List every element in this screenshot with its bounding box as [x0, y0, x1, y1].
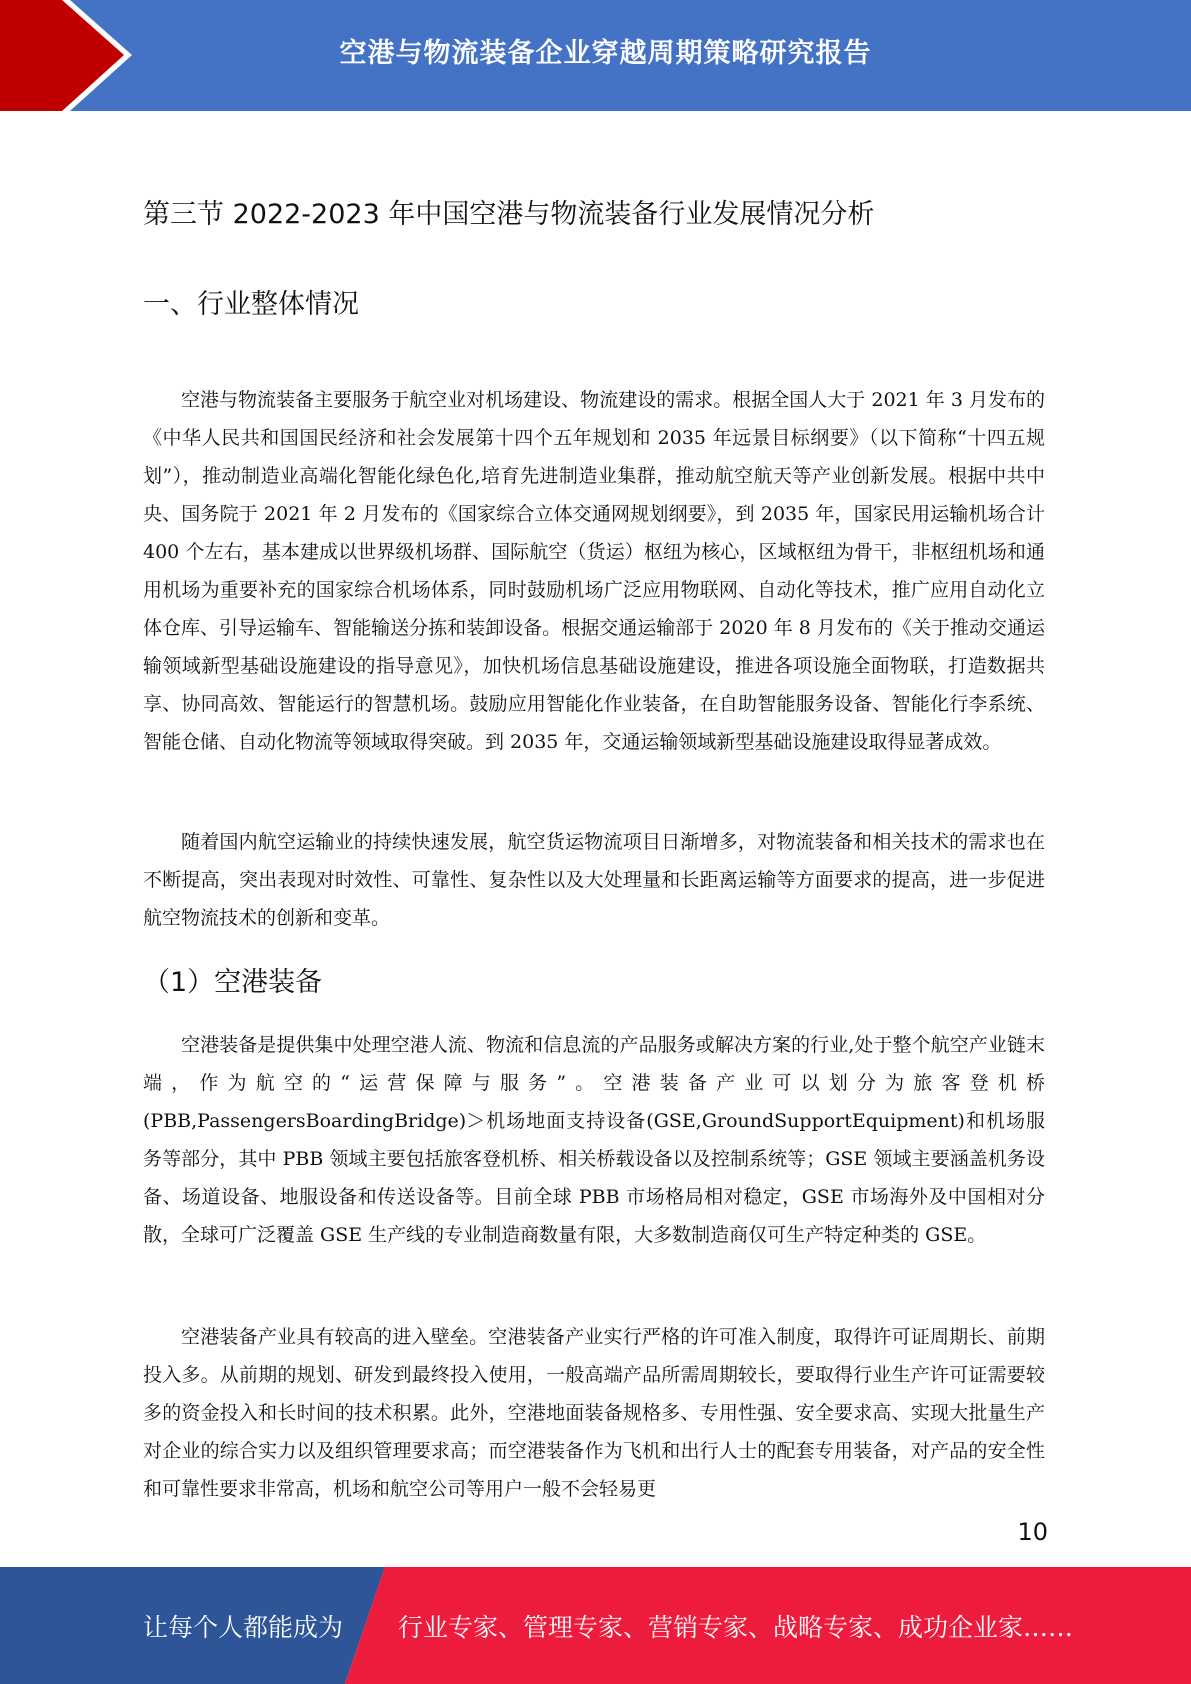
subsection-title: 一、行业整体情况 — [143, 289, 359, 320]
section-title: 第三节 2022-2023 年中国空港与物流装备行业发展情况分析 — [143, 199, 875, 230]
paragraph: 空港装备是提供集中处理空港人流、物流和信息流的产品服务或解决方案的行业,处于整个航空产业链末端，作为航空的“运营保障与服务”。空港装备产业可以划分为旅客登机桥(PBB,PassengersBoardingBridge)＞机场地面支持设备(GSE,GroundSupportEquipment)和机场服务等部分，其中 PBB 领域主要包括旅客登机桥、相关桥载设备以及控制系统等；GSE 领域主要涵盖机务设备、场道设备、地服设备和传送设备等。目前全球 PBB 市场格局相对稳定，GSE 市场海外及中国相对分散，全球可广泛覆盖 GSE 生产线的专业制造商数量有限，大多数制造商仅可生产特定种类的 GSE。 — [143, 1034, 1045, 1246]
footer-slogan-right: 行业专家、管理专家、营销专家、战略专家、成功企业家…… — [398, 1612, 1074, 1642]
paragraph: 空港与物流装备主要服务于航空业对机场建设、物流建设的需求。根据全国人大于 2021 年 3 月发布的《中华人民共和国国民经济和社会发展第十四个五年规划和 2035 年远景目标纲要》（以下简称“十四五规划”），推动制造业高端化智能化绿色化,培育先进制造业集群，推动航空航天等产业创新发展。根据中共中央、国务院于 2021 年 2 月发布的《国家综合立体交通网规划纲要》，到 2035 年，国家民用运输机场合计 400 个左右，基本建成以世界级机场群、国际航空（货运）枢纽为核心，区域枢纽为骨干，非枢纽机场和通用机场为重要补充的国家综合机场体系，同时鼓励机场广泛应用物联网、自动化等技术，推广应用自动化立体仓库、引导运输车、智能输送分拣和装卸设备。根据交通运输部于 2020 年 8 月发布的《关于推动交通运输领域新型基础设施建设的指导意见》，加快机场信息基础设施建设，推进各项设施全面物联，打造数据共享、协同高效、智能运行的智慧机场。鼓励应用智能化作业装备，在自助智能服务设备、智能化行李系统、智能仓储、自动化物流等领域取得突破。到 2035 年，交通运输领域新型基础设施建设取得显著成效。 — [143, 389, 1045, 753]
report-title: 空港与物流装备企业穿越周期策略研究报告 — [339, 37, 872, 69]
paragraph: 空港装备产业具有较高的进入壁垒。空港装备产业实行严格的许可准入制度，取得许可证周期长、前期投入多。从前期的规划、研发到最终投入使用，一般高端产品所需周期较长，要取得行业生产许可证需要较多的资金投入和长时间的技术积累。此外，空港地面装备规格多、专用性强、安全要求高、实现大批量生产对企业的综合实力以及组织管理要求高；而空港装备作为飞机和出行人士的配套专用装备，对产品的安全性和可靠性要求非常高，机场和航空公司等用户一般不会轻易更 — [143, 1326, 1045, 1500]
page-header — [0, 0, 1191, 111]
page-number: 10 — [1017, 1518, 1048, 1546]
page-footer — [0, 1567, 1191, 1684]
subsubsection-title: （1）空港装备 — [143, 967, 323, 998]
paragraph: 随着国内航空运输业的持续快速发展，航空货运物流项目日渐增多，对物流装备和相关技术的需求也在不断提高，突出表现对时效性、可靠性、复杂性以及大处理量和长距离运输等方面要求的提高，进一步促进航空物流技术的创新和变革。 — [143, 831, 1045, 929]
footer-slogan-left: 让每个人都能成为 — [143, 1612, 344, 1642]
